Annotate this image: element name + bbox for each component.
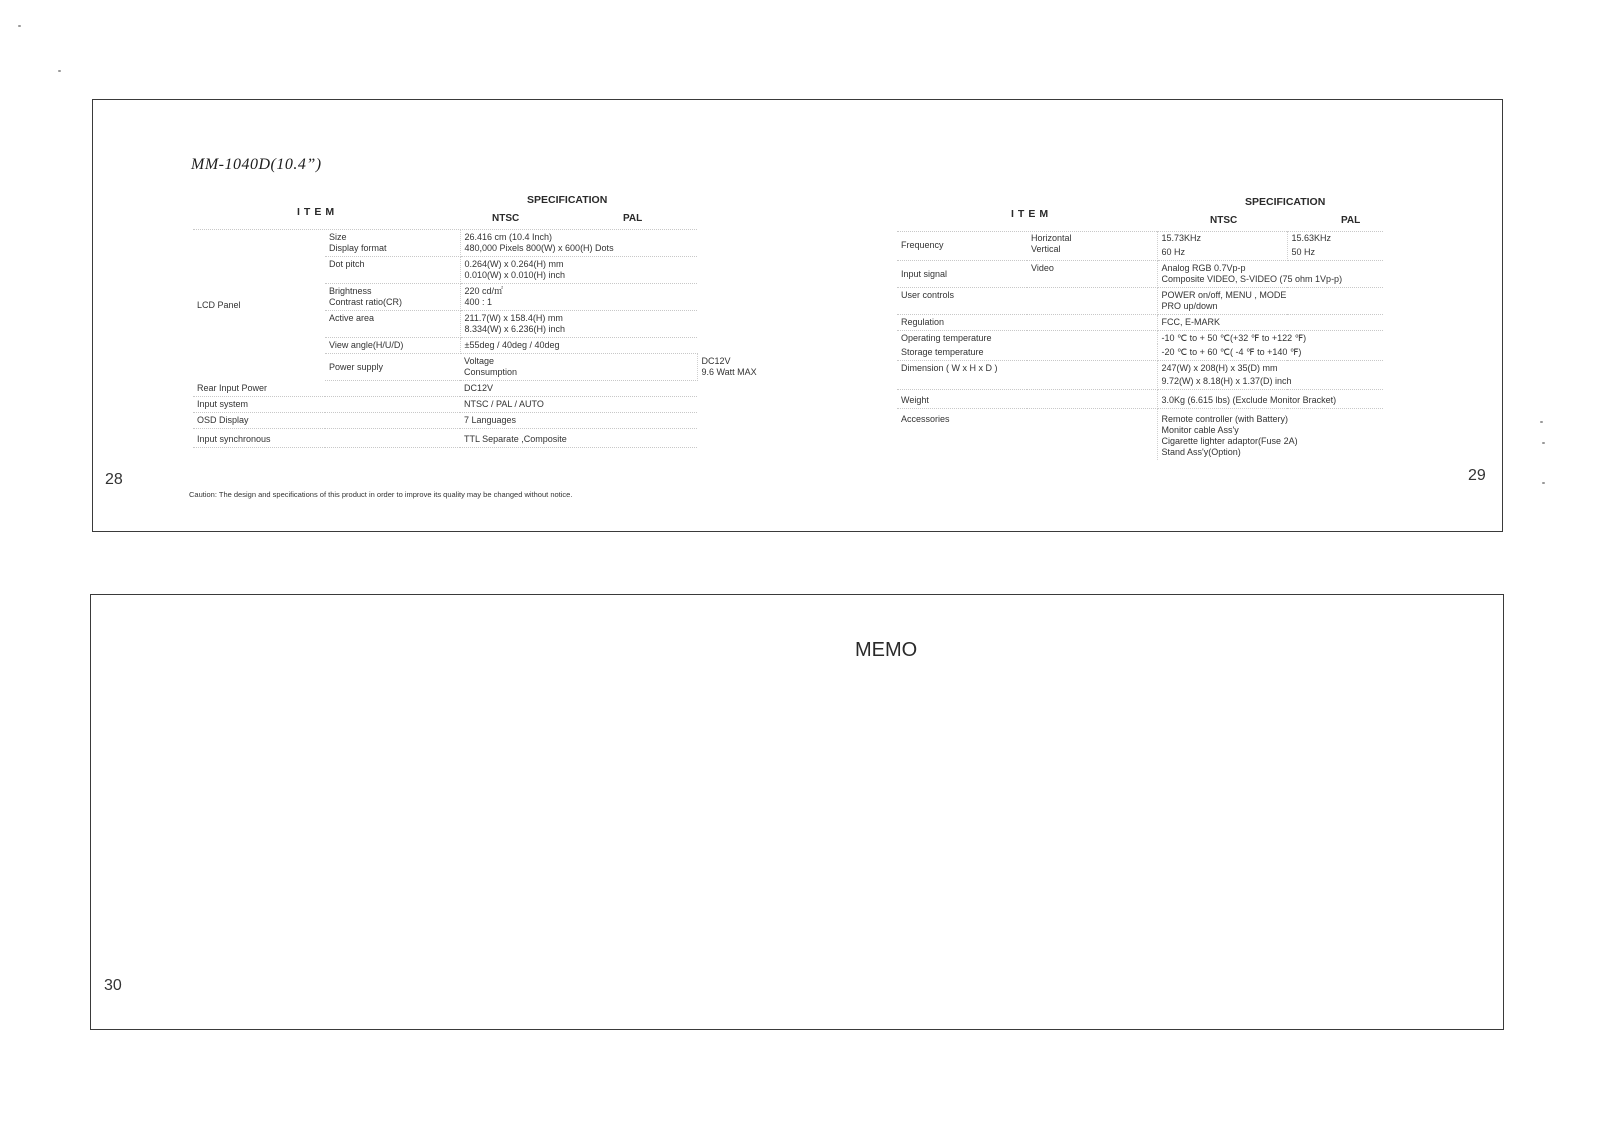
input-signal-value-1: Analog RGB 0.7Vp-p (1161, 263, 1246, 273)
video-label: Video (1027, 261, 1157, 288)
rear-input-power-value: DC12V (460, 381, 697, 397)
view-angle-value: ±55deg / 40deg / 40deg (460, 338, 697, 354)
table-row (193, 381, 697, 397)
table-row (897, 409, 1383, 461)
horizontal-pal-value: 15.63KHz (1291, 233, 1332, 243)
right-pal-header: PAL (1341, 215, 1361, 226)
active-area-label: Active area (325, 311, 460, 338)
input-system-label: Input system (193, 397, 325, 413)
table-row (897, 390, 1383, 409)
table-row (897, 288, 1383, 315)
scan-speck (58, 70, 61, 72)
table-row (897, 315, 1383, 331)
table-row (897, 231, 1383, 261)
right-spec-table (897, 231, 1383, 460)
table-row (897, 261, 1383, 288)
vertical-label: Vertical (1031, 244, 1061, 254)
memo-panel (90, 594, 1504, 1030)
frequency-label: Frequency (897, 231, 1027, 261)
dimension-value-2: 9.72(W) x 8.18(H) x 1.37(D) inch (1161, 376, 1292, 386)
weight-value: 3.0Kg (6.615 lbs) (Exclude Monitor Bracket) (1157, 390, 1383, 409)
view-angle-label: View angle(H/U/D) (325, 338, 460, 354)
size-label: Size (329, 232, 347, 242)
active-area-value-1: 211.7(W) x 158.4(H) mm (464, 313, 563, 323)
left-ntsc-header: NTSC (492, 213, 520, 224)
page-number-left: 28 (105, 471, 123, 488)
right-item-header: ITEM (1011, 208, 1053, 220)
page-number-right: 29 (1468, 467, 1486, 484)
input-signal-value-2: Composite VIDEO, S-VIDEO (75 ohm 1Vp-p) (1161, 274, 1343, 284)
dimension-label: Dimension ( W x H x D ) (897, 361, 1027, 390)
left-spec-header: SPECIFICATION (527, 194, 608, 206)
dot-pitch-value-1: 0.264(W) x 0.264(H) mm (464, 259, 564, 269)
dot-pitch-value-2: 0.010(W) x 0.010(H) inch (464, 270, 566, 280)
vertical-pal-value: 50 Hz (1291, 247, 1316, 257)
active-area-value-2: 8.334(W) x 6.236(H) inch (464, 324, 566, 334)
table-row (193, 413, 697, 429)
accessories-value-1: Remote controller (with Battery) (1161, 414, 1289, 424)
user-controls-value-2: PRO up/down (1161, 301, 1218, 311)
size-value: 26.416 cm (10.4 Inch) (464, 232, 553, 242)
operating-temperature-value: -10 ℃ to + 50 ℃(+32 ℉ to +122 ℉) (1161, 333, 1307, 343)
storage-temperature-value: -20 ℃ to + 60 ℃( -4 ℉ to +140 ℉) (1157, 344, 1383, 361)
contrast-value: 400 : 1 (464, 297, 493, 307)
dot-pitch-label: Dot pitch (325, 257, 460, 284)
left-spec-table (193, 230, 757, 448)
user-controls-value-1: POWER on/off, MENU , MODE (1161, 290, 1287, 300)
weight-label: Weight (897, 390, 1027, 409)
vertical-ntsc-value: 60 Hz (1161, 247, 1186, 257)
left-pal-header: PAL (623, 213, 643, 224)
operating-temperature-label: Operating temperature (901, 333, 992, 343)
dimension-value-1: 247(W) x 208(H) x 35(D) mm (1161, 363, 1278, 373)
regulation-label: Regulation (897, 315, 1027, 331)
osd-display-label: OSD Display (193, 413, 325, 429)
rear-input-power-label: Rear Input Power (193, 381, 325, 397)
brightness-value: 220 cd/㎡ (464, 286, 504, 296)
accessories-label: Accessories (901, 414, 950, 424)
right-ntsc-header: NTSC (1210, 215, 1238, 226)
user-controls-label: User controls (897, 288, 1027, 315)
table-row: Power supply Voltage Consumption DC12V 9.6 Watt MAX (193, 354, 697, 381)
scan-speck (1540, 421, 1543, 423)
storage-temperature-label: Storage temperature (897, 344, 1027, 361)
caution-note: Caution: The design and specifications of this product in order to improve its quality may be changed without notice. (189, 490, 573, 499)
table-row (193, 230, 697, 257)
table-row (897, 344, 1383, 361)
input-synchronous-value: TTL Separate ,Composite (460, 429, 697, 448)
consumption-label: Consumption (464, 367, 518, 377)
display-format-value: 480,000 Pixels 800(W) x 600(H) Dots (464, 243, 614, 253)
contrast-ratio-label: Contrast ratio(CR) (329, 297, 403, 307)
voltage-label: Voltage (464, 356, 495, 366)
power-supply-label: Power supply (325, 354, 460, 381)
accessories-value-3: Cigarette lighter adaptor(Fuse 2A) (1161, 436, 1298, 446)
display-format-label: Display format (329, 243, 387, 253)
table-row (193, 397, 697, 413)
scan-speck (1542, 442, 1545, 444)
horizontal-ntsc-value: 15.73KHz (1161, 233, 1202, 243)
memo-title: MEMO (855, 639, 918, 661)
right-spec-header: SPECIFICATION (1245, 196, 1326, 208)
input-system-value: NTSC / PAL / AUTO (460, 397, 697, 413)
regulation-value: FCC, E-MARK (1157, 315, 1383, 331)
input-synchronous-label: Input synchronous (193, 429, 325, 448)
brightness-label: Brightness (329, 286, 372, 296)
spec-spread-panel (92, 99, 1503, 532)
scan-speck (18, 25, 21, 27)
table-row (897, 361, 1383, 390)
lcd-panel-label: LCD Panel (197, 299, 241, 310)
page-number-memo: 30 (104, 977, 122, 994)
table-row (897, 331, 1383, 345)
model-title: MM-1040D(10.4”) (191, 156, 322, 173)
scan-speck (1542, 482, 1545, 484)
accessories-value-4: Stand Ass'y(Option) (1161, 447, 1241, 457)
left-item-header: ITEM (297, 206, 339, 218)
table-row (193, 429, 697, 448)
accessories-value-2: Monitor cable Ass'y (1161, 425, 1239, 435)
osd-display-value: 7 Languages (460, 413, 697, 429)
input-signal-label: Input signal (897, 261, 1027, 288)
horizontal-label: Horizontal (1031, 233, 1072, 243)
